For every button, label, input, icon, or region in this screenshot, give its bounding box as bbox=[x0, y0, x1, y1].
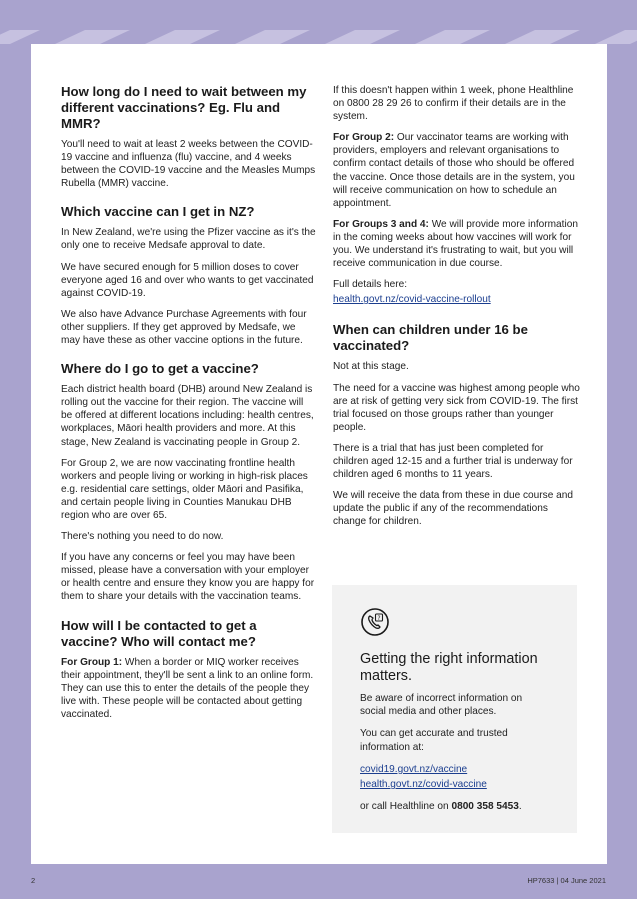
section-heading: How long do I need to wait between my different vaccinations? Eg. Flu and MMR? bbox=[61, 84, 307, 131]
phone-question-icon bbox=[360, 607, 390, 637]
page-sheet bbox=[31, 44, 607, 864]
paragraph bbox=[333, 218, 581, 270]
group-text: We will provide more information in the coming weeks about how vaccines will work for you. We understand it's frustrating to wait, but you will receive communication in due course. bbox=[333, 218, 578, 270]
paragraph bbox=[360, 763, 549, 776]
group-label: For Groups 3 and 4: bbox=[333, 218, 429, 230]
callout-heading: Getting the right information matters. bbox=[360, 651, 538, 684]
paragraph: You can get accurate and trusted information at: bbox=[360, 728, 508, 753]
paragraph: If this doesn't happen within 1 week, phone Healthline on 0800 28 29 26 to confirm if their details are in the system. bbox=[333, 85, 574, 123]
healthline-number: 0800 358 5453 bbox=[451, 801, 519, 813]
paragraph: Be aware of incorrect information on social media and other places. bbox=[360, 693, 523, 718]
call-prefix: or call Healthline on bbox=[360, 801, 452, 813]
rollout-link[interactable]: health.govt.nz/covid-vaccine-rollout bbox=[333, 294, 491, 306]
group-label: For Group 2: bbox=[333, 132, 395, 144]
paragraph: You'll need to wait at least 2 weeks between the COVID-19 vaccine and influenza (flu) vaccine, and 4 weeks between the COVID-19 vaccine and the Measles Mumps Rubella (MMR) vaccine. bbox=[61, 139, 316, 190]
section-heading: When can children under 16 be vaccinated? bbox=[333, 322, 528, 354]
document-code: HP7633 | 04 June 2021 bbox=[527, 876, 606, 885]
paragraph bbox=[333, 278, 581, 291]
right-column bbox=[333, 84, 581, 542]
paragraph bbox=[61, 656, 316, 721]
covid19-vaccine-link[interactable]: covid19.govt.nz/vaccine bbox=[360, 763, 468, 775]
paragraph: We have secured enough for 5 million doses to cover everyone aged 16 and over who wants to get vaccinated against COVID-19. bbox=[61, 261, 314, 299]
page-number: 2 bbox=[31, 876, 36, 885]
health-covid-vaccine-link[interactable]: health.govt.nz/covid-vaccine bbox=[360, 779, 487, 791]
paragraph bbox=[360, 800, 549, 813]
decorative-stripes bbox=[0, 0, 637, 50]
full-details-label: Full details here: bbox=[333, 279, 408, 291]
svg-text:?: ? bbox=[377, 614, 381, 622]
paragraph bbox=[333, 131, 581, 210]
group-label: For Group 1: bbox=[61, 656, 123, 668]
section-heading: Which vaccine can I get in NZ? bbox=[61, 204, 255, 220]
section-heading: Where do I go to get a vaccine? bbox=[61, 361, 259, 377]
paragraph bbox=[360, 778, 549, 791]
paragraph: There is a trial that has just been completed for children aged 12-15 and a further trial is underway for children aged 6 months to 11 years. bbox=[333, 442, 573, 481]
section-heading: How will I be contacted to get a vaccine? Who will contact me? bbox=[61, 617, 257, 649]
section-wait-between-vaccines bbox=[61, 84, 316, 190]
section-children-under-16 bbox=[333, 322, 581, 528]
paragraph: We also have Advance Purchase Agreements with four other suppliers. If they get approved by Medsafe, we may have these as other vaccine options in the future. bbox=[61, 308, 307, 347]
section-which-vaccine bbox=[61, 204, 316, 347]
paragraph: The need for a vaccine was highest among people who are at risk of getting very sick from COVID-19. The first trial focused on those groups rather than younger people. bbox=[333, 382, 580, 433]
section-where-to-get-vaccine bbox=[61, 361, 316, 603]
left-column bbox=[61, 84, 316, 735]
info-callout-box bbox=[332, 585, 577, 833]
group-text: When a border or MIQ worker receives their appointment, they'll be sent a link to an online form. They can use this to enter the details of the people they live with. These people will be contacted about getting vaccinated. bbox=[61, 656, 314, 720]
paragraph: Not at this stage. bbox=[333, 361, 409, 373]
paragraph bbox=[333, 293, 581, 306]
paragraph: For Group 2, we are now vaccinating frontline health workers and people living or working in high-risk places e.g. residential care settings, older Māori and Pasifika, and certain people living in Counties Manukau DHB region who are over 65. bbox=[61, 457, 308, 521]
paragraph: We will receive the data from these in due course and update the public if any of the recommendations change for children. bbox=[333, 490, 573, 528]
paragraph: There's nothing you need to do now. bbox=[61, 531, 224, 543]
paragraph: If you have any concerns or feel you may have been missed, please have a conversation with your employer or health centre and ensure they know you are happy for them to share your details with the vaccination teams. bbox=[61, 552, 315, 603]
paragraph: In New Zealand, we're using the Pfizer vaccine as it's the only one to receive Medsafe approval to date. bbox=[61, 227, 316, 252]
paragraph: Each district health board (DHB) around New Zealand is rolling out the vaccine for their region. The vaccine will be offered at different locations including: health centres, workplaces, Māori health providers and more. At this stage, New Zealand is vaccinating people in Group 2. bbox=[61, 384, 314, 448]
group-text: Our vaccinator teams are working with providers, employers and relevant organisations to confirm contact details of those who should be offered the vaccine. Once those details are in the system, you will receive communication on how to schedule an appointment. bbox=[333, 132, 575, 209]
section-how-contacted bbox=[61, 618, 316, 721]
call-suffix: . bbox=[518, 801, 522, 813]
